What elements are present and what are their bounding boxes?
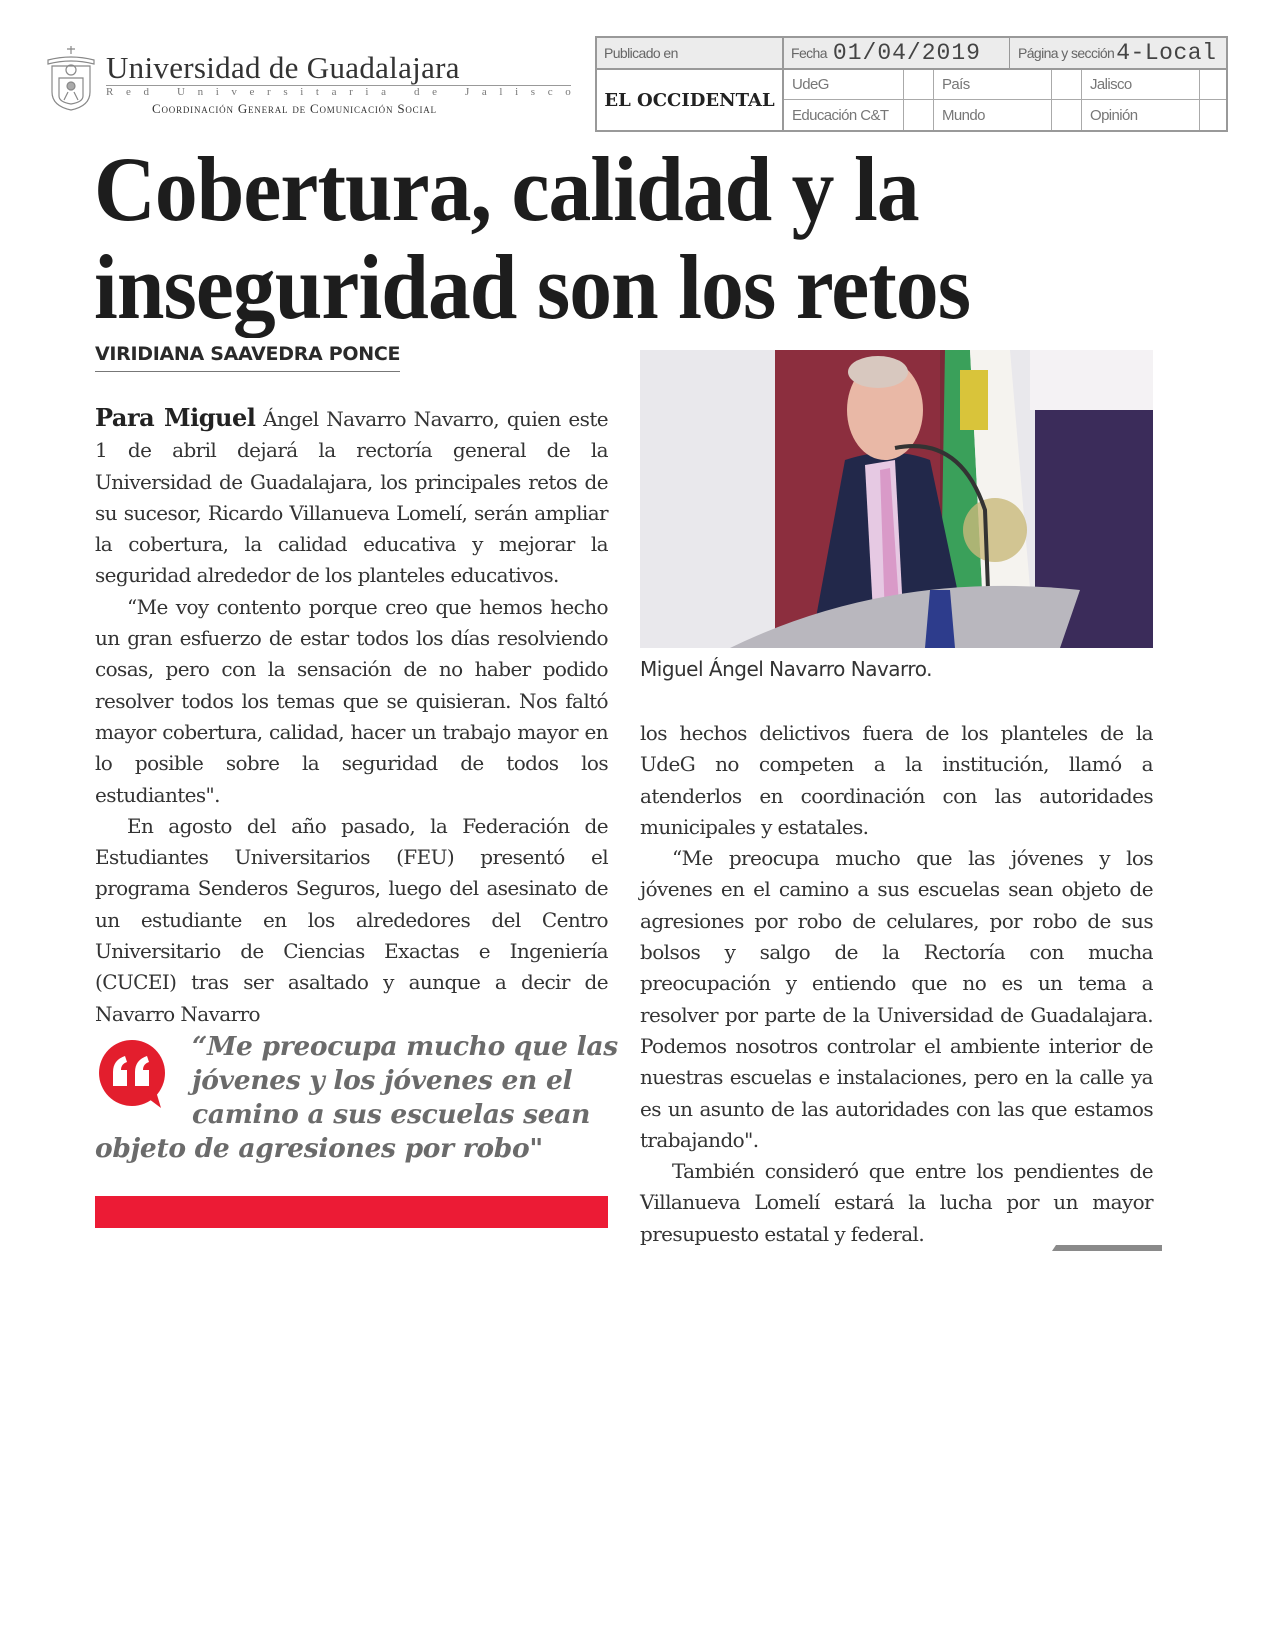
tagline-letter: t	[315, 86, 319, 98]
tagline-letter: a	[481, 86, 487, 98]
network-tagline	[106, 86, 571, 98]
newspaper-name: EL OCCIDENTAL	[597, 70, 784, 130]
publication-header-row	[597, 38, 1226, 70]
tagline-letter: e	[125, 86, 131, 98]
lead-in: Para Miguel	[95, 403, 256, 432]
pull-quote-line: objeto de agresiones por robo"	[95, 1133, 543, 1164]
byline: VIRIDIANA SAAVEDRA PONCE	[95, 343, 400, 372]
headline-line-2: inseguridad son los retos	[94, 236, 971, 338]
headline	[94, 140, 1117, 336]
tagline-letter: R	[106, 86, 114, 98]
pull-quote-line: jóvenes y los jóvenes en el	[192, 1065, 573, 1096]
section-udeg-checkbox	[904, 70, 934, 100]
section-mundo: Mundo	[934, 100, 1052, 130]
article-column-right	[640, 718, 1153, 1250]
article-photo	[640, 350, 1153, 648]
tagline-letter: i	[515, 86, 519, 98]
section-jalisco: Jalisco	[1082, 70, 1200, 100]
department-name: Coordinación General de Comunicación Social	[152, 101, 437, 116]
article-paragraph: “Me preocupa mucho que las jóvenes y los jóvenes en el camino a sus escuelas sean objeto de agresiones por robo de celulares, por robo de sus bolsos y salgo de la Rectoría con mucha preocupación y entiendo que no es un tema a resolver por parte de la Universidad de Guadalajara. Podemos nosotros controlar el ambiente interior de nuestras escuelas e instalaciones, pero en la calle ya es un asunto de las autoridades con las que estamos trabajando".	[640, 846, 1153, 1152]
tagline-letter: r	[267, 86, 271, 98]
tagline-letter: v	[231, 86, 237, 98]
tagline-letter	[162, 86, 165, 98]
section-jalisco-checkbox	[1200, 70, 1226, 100]
tagline-letter: s	[283, 86, 288, 98]
date-value: 01/04/2019	[832, 40, 981, 66]
section-pais: País	[934, 70, 1052, 100]
published-in-label: Publicado en	[597, 38, 784, 68]
page-section-value: 4-Local	[1116, 40, 1217, 66]
date-cell	[784, 38, 1010, 68]
university-crest-icon	[44, 44, 98, 112]
tagline-letter	[399, 86, 402, 98]
tagline-letter: a	[381, 86, 386, 98]
red-divider-bar	[95, 1196, 608, 1228]
tagline-letter: r	[349, 86, 353, 98]
tagline-letter: l	[499, 86, 503, 98]
tagline-letter: d	[413, 86, 420, 98]
tagline-letter: d	[143, 86, 149, 98]
tagline-letter: i	[365, 86, 369, 98]
page-section-cell	[1010, 38, 1226, 68]
section-opinion: Opinión	[1082, 100, 1200, 130]
tagline-letter: J	[465, 86, 470, 98]
tagline-letter: e	[249, 86, 255, 98]
section-opinion-checkbox	[1200, 100, 1226, 130]
tagline-letter: i	[300, 86, 304, 98]
tagline-letter: a	[331, 86, 337, 98]
article-column-left	[95, 402, 608, 1030]
article-paragraph: “Me voy contento porque creo que hemos hecho un gran esfuerzo de estar todos los días resolviendo cosas, pero con la sensación de no haber podido resolver todos los temas que se quisieran. Nos faltó mayor cobertura, calidad, hacer un trabajo mayor en lo posible sobre la seguridad de todos los estudiantes".	[95, 594, 608, 807]
article-paragraph: los hechos delictivos fuera de los planteles de la UdeG no competen a la institución, llamó a atenderlos en coordinación con las autoridades municipales y estatales.	[640, 721, 1153, 839]
section-educacion-checkbox	[904, 100, 934, 130]
tagline-letter: o	[565, 86, 571, 98]
pull-quote-line: “Me preocupa mucho que las	[192, 1031, 618, 1062]
section-educacion: Educación C&T	[784, 100, 904, 130]
article-paragraph: En agosto del año pasado, la Federación de Estudiantes Universitarios (FEU) presentó el programa Senderos Seguros, luego del asesinato de un estudiante en los alrededores del Centro Universitario de Ciencias Exactas e Ingeniería (CUCEI) tras ser asaltado y aunque a decir de Navarro Navarro	[95, 813, 608, 1026]
tagline-letter: e	[432, 86, 437, 98]
headline-line-1: Cobertura, calidad y la	[94, 138, 919, 240]
university-name: Universidad de Guadalajara	[106, 52, 571, 86]
tagline-letter: n	[197, 86, 204, 98]
date-label: Fecha	[791, 45, 827, 61]
section-mundo-checkbox	[1052, 100, 1082, 130]
tagline-letter	[450, 86, 453, 98]
tagline-letter: c	[547, 86, 553, 98]
article-paragraph: También consideró que entre los pendientes de Villanueva Lomelí estará la lucha por un mayor presupuesto estatal y federal.	[640, 1159, 1153, 1246]
tagline-letter: s	[530, 86, 536, 98]
publication-info-table	[595, 36, 1228, 132]
article-paragraph: Para Miguel Ángel Navarro Navarro, quien este 1 de abril dejará la rectoría general de la Universidad de Guadalajara, los principales retos de su sucesor, Ricardo Villanueva Lomelí, serán ampliar la cobertura, la calidad educativa y mejorar la seguridad alrededor de los planteles educativos.	[95, 403, 608, 588]
page-section-label: Página y sección	[1018, 45, 1115, 61]
section-udeg: UdeG	[784, 70, 904, 100]
section-pais-checkbox	[1052, 70, 1082, 100]
pull-quote	[95, 1030, 618, 1166]
tagline-letter: i	[215, 86, 219, 98]
photo-caption: Miguel Ángel Navarro Navarro.	[640, 657, 932, 681]
article-end-mark	[1052, 1245, 1162, 1251]
pull-quote-line: camino a sus escuelas sean	[192, 1099, 591, 1130]
tagline-letter: U	[176, 86, 185, 98]
